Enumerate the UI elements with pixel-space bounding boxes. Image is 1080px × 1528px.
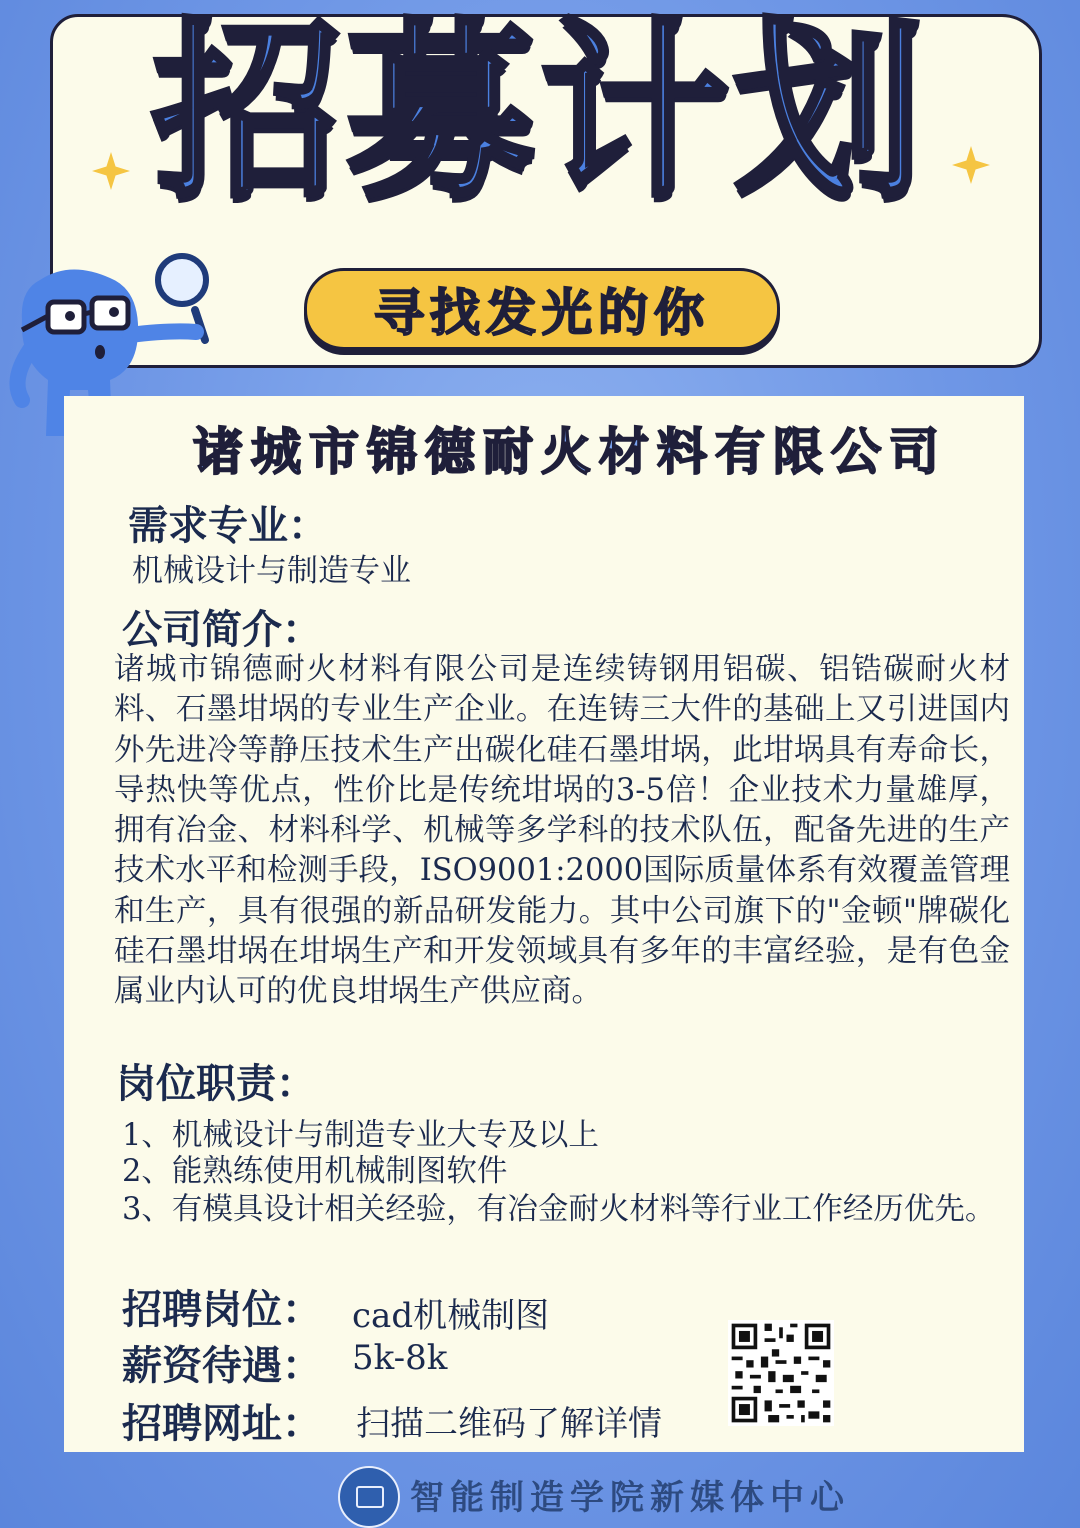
intro-heading: 公司简介：: [122, 607, 322, 653]
position-label: 招聘岗位：: [122, 1287, 322, 1333]
subtitle-text: 寻找发光的你: [374, 284, 710, 342]
salary-value: 5k-8k: [352, 1338, 448, 1378]
company-intro-text: 诸城市锦德耐火材料有限公司是连续铸钢用铝碳、铝锆碳耐火材料、石墨坩埚的专业生产企业。在连铸三大件的基础上又引进国内外先进冷等静压技术生产出碳化硅石墨坩埚，此坩埚具有寿命长，导热快等优点，性价比是传统坩埚的3-5倍！企业技术力量雄厚，拥有冶金、材料科学、机械等多学科的技术队伍，配备先进的生产技术水平和检测手段，ISO9001:2000国际质量体系有效覆盖管理和生产，具有很强的新品研发能力。其中公司旗下的"金顿"牌碳化硅石墨坩埚在坩埚生产和开发领域具有多年的丰富经验，是有色金属业内认可的优良坩埚生产供应商。: [114, 652, 1010, 1010]
subtitle-pill: [304, 268, 780, 350]
major-heading: 需求专业：: [128, 503, 328, 549]
position-value: cad机械制图: [352, 1296, 550, 1336]
duty-item-1: 1、机械设计与制造专业大专及以上: [122, 1118, 599, 1153]
college-logo-icon: [338, 1466, 400, 1528]
footer-org-name: 智能制造学院新媒体中心: [410, 1478, 850, 1518]
major-value: 机械设计与制造专业: [132, 553, 411, 589]
duties-heading: 岗位职责：: [116, 1061, 316, 1107]
duty-item-2: 2、能熟练使用机械制图软件: [122, 1154, 508, 1189]
url-label: 招聘网址：: [122, 1401, 322, 1447]
url-value: 扫描二维码了解详情: [356, 1404, 662, 1444]
duty-item-3: 3、有模具设计相关经验，有冶金耐火材料等行业工作经历优先。: [122, 1192, 996, 1227]
poster-title: 招募计划: [151, 2, 928, 223]
qr-code[interactable]: [728, 1320, 834, 1426]
salary-label: 薪资待遇：: [122, 1343, 322, 1389]
company-name: 诸城市锦德耐火材料有限公司: [193, 423, 947, 481]
